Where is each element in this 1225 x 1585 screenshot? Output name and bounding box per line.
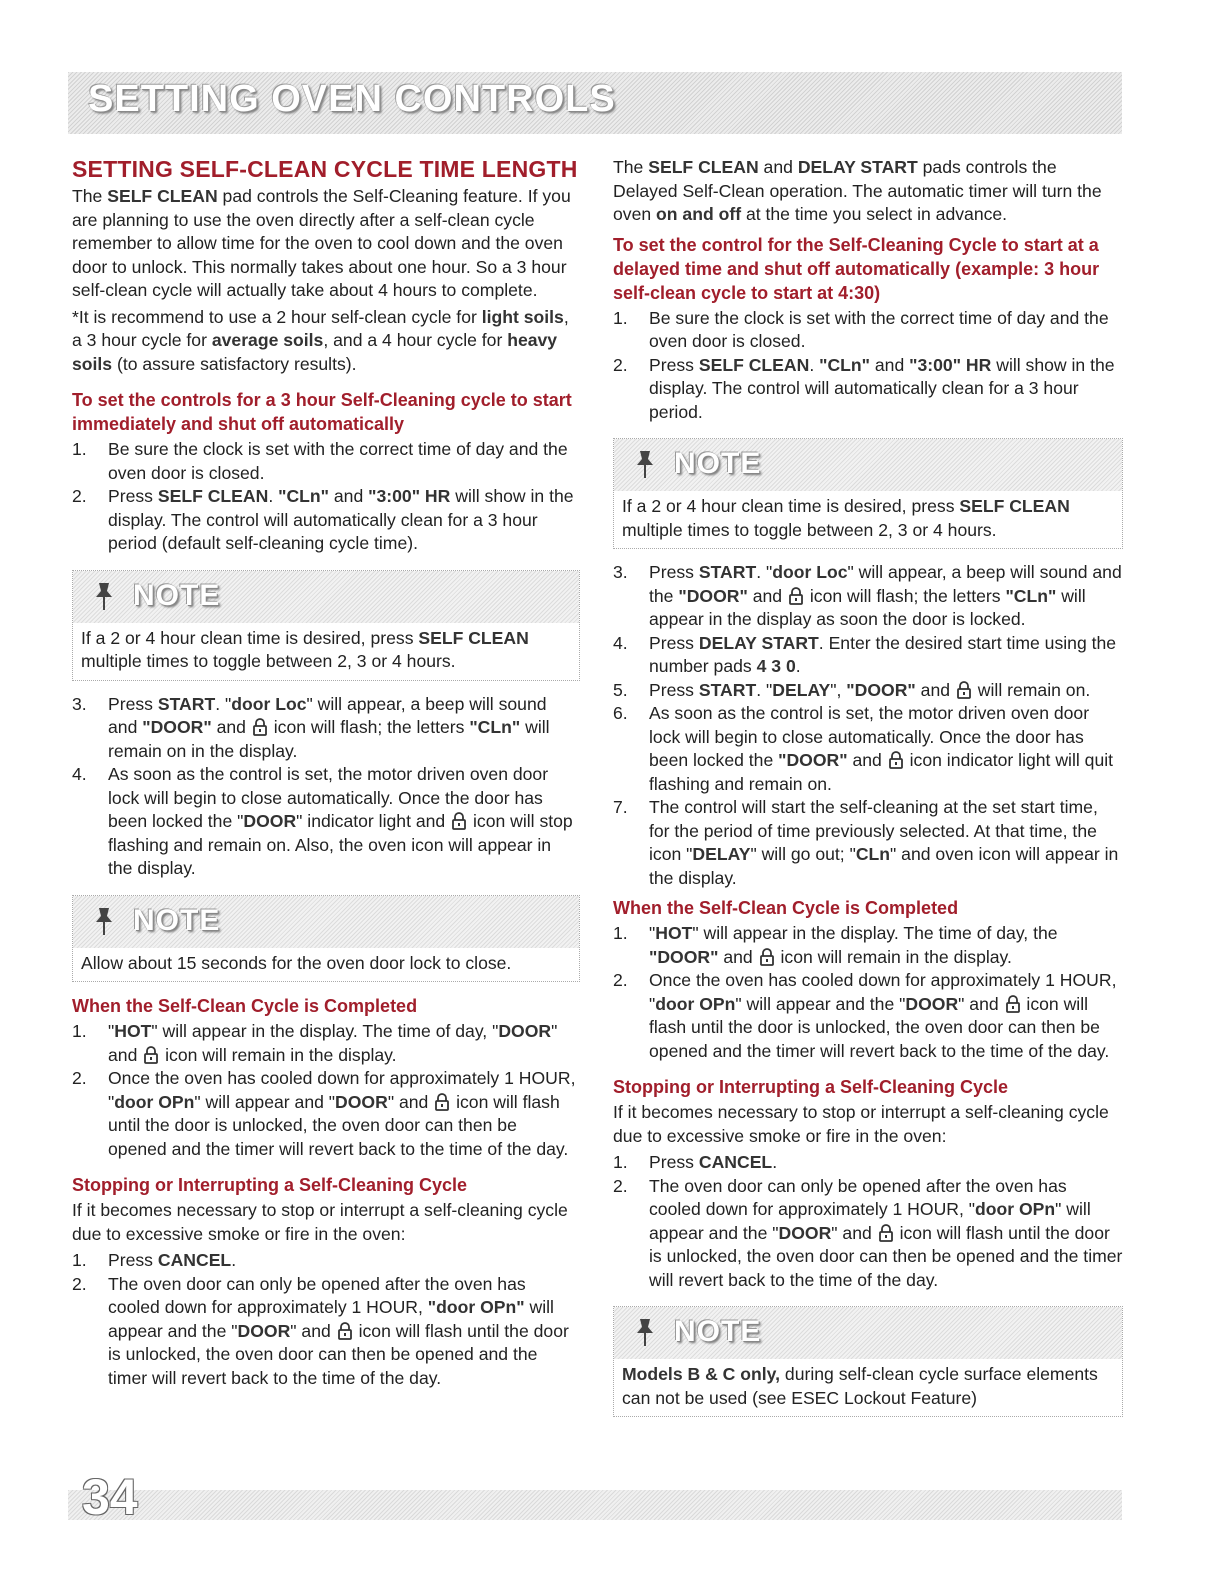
- bold-term: DOOR: [237, 1320, 291, 1341]
- bold-term: DOOR: [243, 811, 297, 831]
- left-column: [72, 156, 580, 1390]
- bold-term: "CLn": [469, 717, 521, 737]
- step-item: 6. As soon as the control is set, the motor driven oven door lock will begin to close automatically. Once the door has been locked the "DOOR" and icon indicator light will quit flashing and remain on.: [613, 703, 1114, 794]
- step-item: 1. "HOT" will appear in the display. The time of day, the "DOOR" and icon will remain in the display.: [613, 923, 1058, 967]
- step-number: 4.: [72, 764, 87, 784]
- step-number: 7.: [613, 797, 628, 817]
- lock-icon: [435, 1093, 449, 1111]
- lock-icon: [957, 681, 971, 699]
- note-header: [614, 439, 1122, 491]
- note-box: [613, 438, 1123, 549]
- step-number: 1.: [72, 1250, 87, 1270]
- steps-delayed-a: [613, 307, 1123, 425]
- pushpin-icon: [632, 1317, 658, 1347]
- steps-delayed-b: [613, 561, 1123, 890]
- pushpin-icon: [91, 906, 117, 936]
- step-number: 2.: [72, 486, 87, 506]
- bold-term: "3:00" HR: [368, 486, 451, 506]
- bold-term: on and off: [656, 204, 742, 224]
- pushpin-icon: [632, 449, 658, 479]
- bold-term: DELAY START: [797, 157, 918, 177]
- bold-term: SELF CLEAN: [418, 627, 529, 648]
- delay-intro: The SELF CLEAN and DELAY START pads controls the Delayed Self-Clean operation. The automatic timer will turn the oven on and off at the time you select in advance.: [613, 157, 1102, 224]
- bold-term: DOOR: [335, 1091, 388, 1112]
- bold-term: CLn: [855, 844, 891, 864]
- step-item: 2. Press SELF CLEAN. "CLn" and "3:00" HR will show in the display. The control will automatically clean for a 3 hour period (default self-cleaning cycle time).: [72, 486, 574, 553]
- bold-term: HOT: [655, 923, 693, 943]
- step-item: 1. "HOT" will appear in the display. The time of day, "DOOR" and icon will remain in the display.: [72, 1021, 558, 1065]
- bold-term: door Loc: [772, 562, 848, 582]
- lock-icon: [889, 751, 903, 769]
- lock-icon: [879, 1224, 893, 1242]
- step-number: 1.: [613, 307, 628, 328]
- bold-term: DELAY START: [698, 632, 819, 653]
- step-item: 4. As soon as the control is set, the motor driven oven door lock will begin to close automatically. Once the door has been locked the "DOOR" indicator light and icon will stop flashing and remain on. Also, the oven icon will appear in the display.: [72, 764, 573, 878]
- stopping-intro: If it becomes necessary to stop or interrupt a self-cleaning cycle due to excessive smoke or fire in the oven:: [72, 1200, 568, 1244]
- bold-term: door OPn: [655, 993, 736, 1014]
- lock-icon: [338, 1322, 352, 1340]
- subheading-stopping: Stopping or Interrupting a Self-Cleaning Cycle: [72, 1175, 468, 1195]
- bold-term: START: [698, 679, 757, 700]
- bold-term: DOOR: [778, 1222, 832, 1243]
- lock-icon: [452, 812, 466, 830]
- step-number: 6.: [613, 703, 628, 723]
- step-number: 1.: [613, 923, 628, 943]
- step-number: 2.: [72, 1068, 87, 1088]
- note-header: [614, 1307, 1122, 1359]
- step-number: 2.: [613, 354, 628, 375]
- bold-term: 4 3 0: [756, 656, 796, 676]
- note-box: [613, 1306, 1123, 1417]
- note-label: NOTE: [133, 578, 221, 612]
- bold-term: SELF CLEAN: [107, 186, 218, 206]
- step-item: 1. Be sure the clock is set with the correct time of day and the oven door is closed.: [72, 439, 568, 483]
- step-item: 1. Be sure the clock is set with the correct time of day and the oven door is closed.: [613, 307, 1109, 351]
- bold-term: SELF CLEAN: [959, 496, 1070, 516]
- bold-term: START: [157, 693, 216, 714]
- bold-term: "DOOR": [649, 946, 719, 967]
- note-body: Models B & C only, during self-clean cycle surface elements can not be used (see ESEC Lockout Feature): [622, 1364, 1098, 1408]
- page-number: 34: [82, 1469, 138, 1525]
- page-title: SETTING OVEN CONTROLS: [88, 78, 616, 120]
- step-number: 3.: [72, 693, 87, 714]
- pushpin-icon: [91, 581, 117, 611]
- section-heading: SETTING SELF-CLEAN CYCLE TIME LENGTH: [72, 156, 578, 182]
- bold-term: "DOOR": [678, 585, 748, 606]
- step-number: 3.: [613, 562, 628, 582]
- steps-immediate-b: [72, 693, 580, 881]
- note-box: [72, 895, 580, 983]
- note-header: [73, 896, 579, 948]
- stopping-intro: If it becomes necessary to stop or interrupt a self-cleaning cycle due to excessive smoke or fire in the oven:: [613, 1102, 1109, 1146]
- right-column: [613, 156, 1123, 1429]
- step-item: 2. The oven door can only be opened after the oven has cooled down for approximately 1 HOUR, "door OPn" will appear and the "DOOR" and icon will flash until the door is unlocked, the oven door can then be opened and the timer will revert back to the time of the day.: [72, 1273, 569, 1388]
- steps-completed: [613, 922, 1123, 1063]
- bold-term: light soils: [481, 306, 564, 327]
- lock-icon: [789, 587, 803, 605]
- bold-term: "3:00" HR: [909, 354, 992, 375]
- bold-term: "door OPn": [427, 1297, 525, 1317]
- footer-bar: [68, 1490, 1122, 1520]
- subheading-completed: When the Self-Clean Cycle is Completed: [72, 996, 418, 1016]
- bold-term: CANCEL: [698, 1152, 773, 1172]
- note-label: NOTE: [674, 447, 762, 480]
- step-number: 2.: [613, 1175, 628, 1196]
- step-number: 5.: [613, 679, 628, 700]
- step-item: 4. Press DELAY START. Enter the desired start time using the number pads 4 3 0.: [613, 632, 1117, 676]
- bold-term: "CLn": [278, 486, 329, 506]
- step-item: 2. Once the oven has cooled down for approximately 1 HOUR, "door OPn" will appear and "DOOR" and icon will flash until the door is unlocked, the oven door can then be opened and the timer will revert back to the time of the day.: [72, 1068, 576, 1159]
- bold-term: START: [698, 562, 757, 582]
- bold-term: average soils: [211, 330, 324, 350]
- page-banner: [68, 72, 1122, 134]
- bold-term: "DOOR": [846, 679, 916, 700]
- note-label: NOTE: [133, 903, 221, 937]
- bold-term: Models B & C only,: [622, 1364, 781, 1384]
- note-label: NOTE: [674, 1315, 762, 1348]
- bold-term: door OPn: [114, 1091, 195, 1112]
- bold-term: "CLn": [1005, 585, 1057, 606]
- bold-term: door Loc: [231, 693, 307, 714]
- note-body: If a 2 or 4 hour clean time is desired, press SELF CLEAN multiple times to toggle between 2, 3 or 4 hours.: [622, 496, 1070, 540]
- step-item: 5. Press START. "DELAY", "DOOR" and will remain on.: [613, 679, 1123, 703]
- step-number: 4.: [613, 632, 628, 653]
- step-number: 2.: [72, 1273, 87, 1294]
- bold-term: "CLn": [819, 354, 870, 375]
- bold-term: DELAY: [692, 844, 751, 864]
- subheading-stopping: Stopping or Interrupting a Self-Cleaning Cycle: [613, 1077, 1009, 1097]
- steps-stopping: [72, 1249, 580, 1390]
- intro-paragraph: The SELF CLEAN pad controls the Self-Cleaning feature. If you are planning to use the oven directly after a self-clean cycle remember to allow time for the oven to cool down and the oven door to unlock. This normally takes about one hour. So a 3 hour self-clean cycle will actually take about 4 hours to complete.: [72, 186, 571, 300]
- bold-term: heavy soils: [72, 330, 558, 374]
- lock-icon: [144, 1046, 158, 1064]
- note-header: [73, 571, 579, 623]
- bold-term: HOT: [114, 1021, 152, 1041]
- step-number: 1.: [72, 1021, 87, 1041]
- bold-term: SELF CLEAN: [157, 486, 269, 506]
- note-body: If a 2 or 4 hour clean time is desired, press SELF CLEAN multiple times to toggle between 2, 3 or 4 hours.: [81, 627, 529, 671]
- steps-immediate-a: [72, 438, 580, 556]
- subheading-completed: When the Self-Clean Cycle is Completed: [613, 898, 959, 918]
- lock-icon: [1006, 995, 1020, 1013]
- steps-completed: [72, 1020, 580, 1161]
- lock-icon: [760, 948, 774, 966]
- step-item: 3. Press START. "door Loc" will appear, a beep will sound and "DOOR" and icon will flash; the letters "CLn" will remain on in the display.: [72, 693, 550, 761]
- lock-icon: [253, 718, 267, 736]
- steps-stopping: [613, 1151, 1123, 1292]
- subheading-immediate: To set the controls for a 3 hour Self-Cleaning cycle to start immediately and shut off automatically: [72, 390, 572, 434]
- step-number: 1.: [72, 439, 87, 459]
- step-number: 2.: [613, 970, 628, 990]
- bold-term: "DOOR": [142, 717, 212, 737]
- note-box: [72, 570, 580, 681]
- bold-term: DELAY: [772, 679, 831, 700]
- bold-term: CANCEL: [157, 1250, 232, 1270]
- step-item: 2. Press SELF CLEAN. "CLn" and "3:00" HR will show in the display. The control will automatically clean for a 3 hour period.: [613, 354, 1115, 422]
- bold-term: "DOOR": [778, 750, 848, 770]
- bold-term: DOOR: [905, 993, 959, 1014]
- step-item: 1. Press CANCEL.: [72, 1249, 580, 1273]
- note-body: Allow about 15 seconds for the oven door lock to close.: [81, 952, 512, 973]
- bold-term: DOOR: [498, 1021, 552, 1041]
- bold-term: SELF CLEAN: [698, 354, 810, 375]
- bold-term: door OPn: [975, 1199, 1056, 1219]
- step-number: 1.: [613, 1152, 628, 1172]
- step-item: 2. Once the oven has cooled down for approximately 1 HOUR, "door OPn" will appear and the "DOOR" and icon will flash until the door is unlocked, the oven door can then be opened and the timer will revert back to the time of the day.: [613, 970, 1117, 1061]
- step-item: 2. The oven door can only be opened after the oven has cooled down for approximately 1 HOUR, "door OPn" will appear and the "DOOR" and icon will flash until the door is unlocked, the oven door can then be opened and the timer will revert back to the time of the day.: [613, 1175, 1123, 1290]
- bold-term: SELF CLEAN: [648, 157, 759, 177]
- step-item: 1. Press CANCEL.: [613, 1151, 1123, 1175]
- subheading-delayed: To set the control for the Self-Cleaning Cycle to start at a delayed time and shut off automatically (example: 3 hour self-clean cycle to start at 4:30): [613, 234, 1100, 303]
- step-item: 7. The control will start the self-cleaning at the set start time, for the period of time previously selected. At that time, the icon "DELAY" will go out; "CLn" and oven icon will appear in the display.: [613, 797, 1119, 888]
- step-item: 3. Press START. "door Loc" will appear, a beep will sound and the "DOOR" and icon will flash; the letters "CLn" will appear in the display as soon the door is locked.: [613, 562, 1122, 629]
- soil-recommendation: *It is recommend to use a 2 hour self-clean cycle for light soils, a 3 hour cycle for average soils, and a 4 hour cycle for heavy soils (to assure satisfactory results).: [72, 306, 569, 374]
